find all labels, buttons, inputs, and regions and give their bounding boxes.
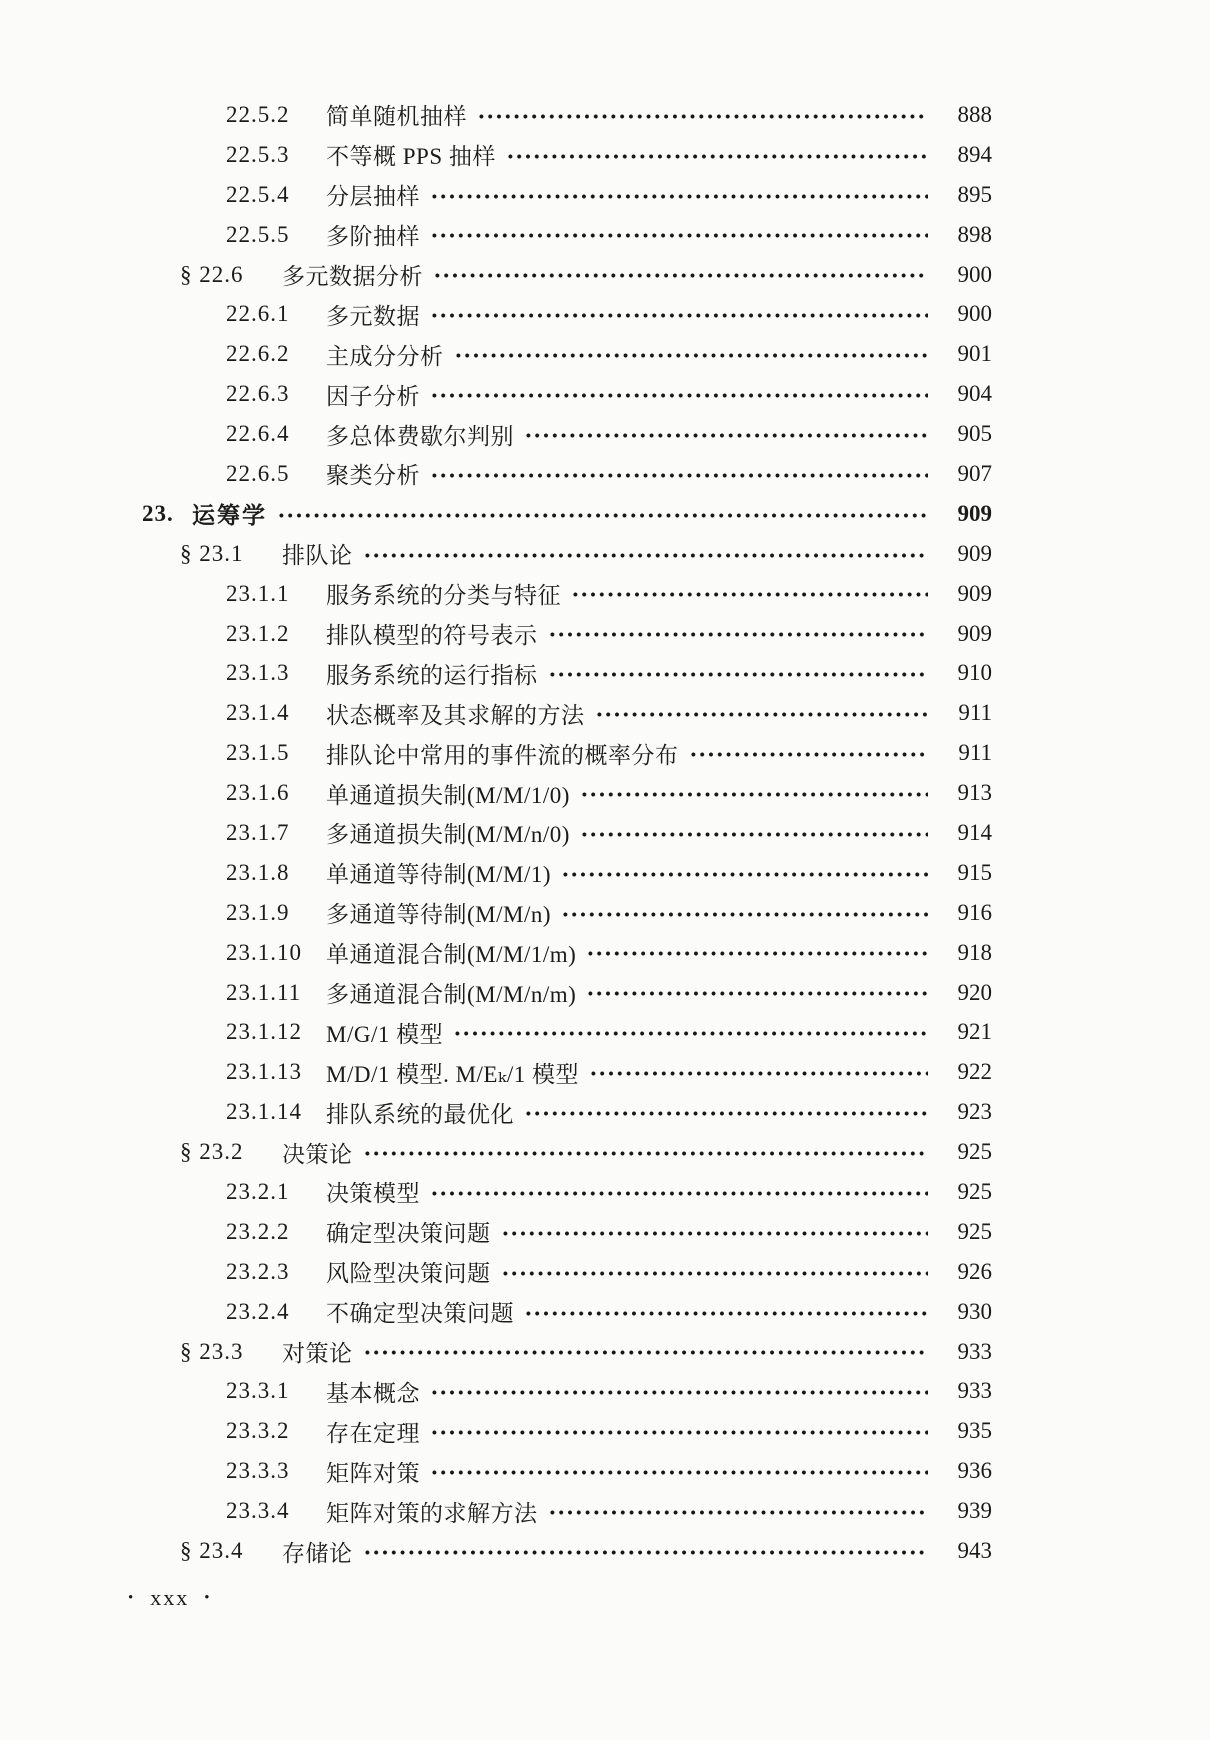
toc-entry-page: 911 [958, 740, 992, 766]
dot-leader [430, 215, 928, 255]
toc-entry-page: 923 [957, 1099, 992, 1125]
toc-entry-number: 23.1.12 [226, 1019, 302, 1045]
toc-entry-page: 898 [957, 221, 992, 247]
toc-entry-number: 23. [142, 500, 174, 526]
toc-entry-title: 服务系统的分类与特征 [326, 583, 561, 609]
toc-entry [130, 1292, 992, 1332]
dot-leader [501, 1212, 929, 1252]
toc-entry-title: 排队系统的最优化 [326, 1101, 514, 1127]
dot-leader [548, 614, 929, 654]
toc-entry-number: 23.2.4 [226, 1298, 290, 1324]
toc-entry-number: § 22.6 [180, 261, 244, 287]
dot-leader [277, 494, 928, 534]
dot-leader [430, 374, 928, 414]
toc-entry-page: 904 [957, 381, 992, 407]
toc-entry [130, 1531, 992, 1571]
toc-entry-page: 909 [957, 580, 992, 606]
toc-entry [130, 1212, 992, 1252]
toc-entry-title: 多总体费歇尔判别 [326, 423, 514, 449]
toc-entry-page: 909 [957, 500, 992, 526]
toc-entry-title: 多元数据分析 [282, 264, 423, 289]
toc-entry-number: 22.5.2 [226, 101, 290, 127]
toc-entry [130, 1052, 992, 1092]
dot-leader [506, 135, 928, 175]
toc-entry [130, 973, 992, 1013]
dot-leader [430, 175, 928, 215]
toc-entry-number: 23.1.3 [226, 660, 290, 686]
toc-entry-page: 895 [957, 181, 992, 207]
toc-entry [130, 255, 992, 295]
toc-entry-title: 单通道损失制(M/M/1/0) [326, 782, 570, 808]
toc-entry-title: 决策论 [282, 1141, 353, 1167]
toc-entry [130, 574, 992, 614]
table-of-contents [130, 95, 992, 1571]
toc-entry-title: 不确定型决策问题 [326, 1301, 514, 1327]
toc-entry-number: 23.1.5 [226, 740, 290, 766]
toc-entry-number: 23.1.6 [226, 780, 290, 806]
toc-entry-number: 22.6.2 [226, 341, 290, 367]
toc-entry-title: 排队论 [282, 543, 353, 569]
toc-entry [130, 294, 992, 334]
toc-entry [130, 135, 992, 175]
dot-leader [363, 1332, 929, 1372]
toc-entry-page: 909 [957, 620, 992, 646]
toc-entry-page: 943 [957, 1538, 992, 1563]
toc-entry-page: 900 [957, 301, 992, 327]
toc-entry [130, 454, 992, 494]
toc-entry-number: 22.6.5 [226, 460, 290, 486]
toc-entry [130, 614, 992, 654]
dot-leader [430, 1372, 928, 1412]
toc-entry-number: 22.5.4 [226, 181, 290, 207]
toc-entry [130, 773, 992, 813]
toc-entry-page: 926 [957, 1258, 992, 1284]
dot-leader [580, 813, 928, 853]
toc-entry-title: 分层抽样 [326, 184, 420, 210]
toc-entry-number: 23.1.2 [226, 620, 290, 646]
dot-leader [586, 933, 928, 973]
toc-entry-title: M/D/1 模型. M/Eₖ/1 模型 [326, 1061, 580, 1087]
toc-entry-title: 多元数据 [326, 303, 420, 329]
dot-leader [430, 294, 928, 334]
toc-entry [130, 1451, 992, 1491]
toc-entry-number: 23.2.3 [226, 1258, 290, 1284]
dot-leader [363, 1132, 929, 1172]
toc-entry [130, 693, 992, 733]
toc-entry-number: 23.1.7 [226, 819, 290, 845]
toc-entry-number: 23.2.1 [226, 1178, 290, 1204]
dot-leader [363, 534, 929, 574]
toc-entry-title: 单通道等待制(M/M/1) [326, 862, 551, 888]
dot-leader [548, 653, 929, 693]
toc-entry-number: 22.5.3 [226, 141, 290, 167]
toc-entry-title: 聚类分析 [326, 463, 420, 489]
toc-entry-page: 925 [957, 1218, 992, 1244]
dot-leader [571, 574, 928, 614]
toc-entry-title: 多通道等待制(M/M/n) [326, 902, 551, 928]
toc-entry-page: 888 [957, 101, 992, 127]
toc-entry-number: 23.1.11 [226, 979, 302, 1005]
toc-entry-title: 单通道混合制(M/M/1/m) [326, 942, 577, 968]
toc-entry-page: 907 [957, 460, 992, 486]
toc-entry [130, 95, 992, 135]
toc-entry-number: 23.1.4 [226, 700, 290, 726]
toc-entry-page: 918 [957, 939, 992, 965]
toc-entry [130, 1372, 992, 1412]
toc-entry-page: 921 [957, 1019, 992, 1045]
toc-entry-page: 900 [957, 261, 992, 287]
toc-entry-page: 925 [957, 1178, 992, 1204]
footer-right-bullet-icon: • [204, 1589, 212, 1606]
toc-entry [130, 1172, 992, 1212]
toc-entry-page: 916 [957, 899, 992, 925]
toc-entry [130, 853, 992, 893]
toc-entry-title: M/G/1 模型 [326, 1021, 444, 1047]
page-footer [128, 1585, 212, 1611]
toc-entry-title: 简单随机抽样 [326, 104, 467, 130]
toc-entry [130, 1012, 992, 1052]
toc-entry-number: 22.5.5 [226, 221, 290, 247]
toc-entry-title: 排队论中常用的事件流的概率分布 [326, 742, 679, 768]
toc-entry [130, 334, 992, 374]
toc-entry-title: 运筹学 [192, 503, 267, 529]
toc-entry-number: 22.6.1 [226, 301, 290, 327]
toc-entry-number: 22.6.4 [226, 421, 290, 447]
toc-entry [130, 813, 992, 853]
toc-entry-page: 905 [957, 421, 992, 447]
toc-entry-number: 23.1.1 [226, 580, 290, 606]
toc-entry [130, 653, 992, 693]
toc-entry-page: 911 [958, 700, 992, 726]
dot-leader [430, 454, 928, 494]
toc-entry-title: 状态概率及其求解的方法 [326, 702, 585, 728]
dot-leader [561, 853, 928, 893]
toc-entry-title: 不等概 PPS 抽样 [326, 144, 496, 170]
dot-leader [430, 1172, 928, 1212]
toc-entry [130, 1411, 992, 1451]
toc-entry-title: 多通道混合制(M/M/n/m) [326, 982, 577, 1008]
toc-entry-title: 存储论 [282, 1540, 353, 1566]
toc-entry-number: § 23.1 [180, 540, 244, 566]
toc-entry-title: 矩阵对策 [326, 1460, 420, 1486]
toc-entry-number: 23.1.9 [226, 899, 290, 925]
toc-entry-number: 23.3.4 [226, 1498, 290, 1524]
toc-entry-page: 910 [957, 660, 992, 686]
toc-entry-page: 935 [957, 1418, 992, 1444]
toc-entry [130, 1132, 992, 1172]
toc-entry-number: 22.6.3 [226, 381, 290, 407]
toc-entry-page: 894 [957, 141, 992, 167]
toc-entry [130, 893, 992, 933]
toc-entry [130, 175, 992, 215]
toc-entry-title: 多阶抽样 [326, 224, 420, 250]
toc-entry [130, 215, 992, 255]
toc-entry-page: 930 [957, 1298, 992, 1324]
dot-leader [477, 95, 928, 135]
dot-leader [453, 1012, 928, 1052]
toc-entry-page: 925 [957, 1139, 992, 1165]
footer-left-bullet-icon: • [128, 1589, 136, 1606]
toc-entry-page: 913 [957, 780, 992, 806]
dot-leader [548, 1491, 929, 1531]
toc-entry-page: 922 [957, 1059, 992, 1085]
toc-entry-title: 矩阵对策的求解方法 [326, 1500, 538, 1526]
toc-entry-page: 914 [957, 819, 992, 845]
toc-entry-number: 23.1.14 [226, 1099, 302, 1125]
toc-entry [130, 374, 992, 414]
dot-leader [433, 255, 928, 295]
dot-leader [595, 693, 929, 733]
toc-entry [130, 1491, 992, 1531]
toc-entry-page: 939 [957, 1498, 992, 1524]
toc-entry-number: § 23.4 [180, 1538, 244, 1563]
toc-entry-number: 23.3.3 [226, 1458, 290, 1484]
toc-entry-page: 901 [957, 341, 992, 367]
dot-leader [501, 1252, 929, 1292]
dot-leader [430, 1411, 928, 1451]
dot-leader [586, 973, 928, 1013]
dot-leader [561, 893, 928, 933]
toc-entry-title: 排队模型的符号表示 [326, 623, 538, 649]
dot-leader [363, 1531, 929, 1571]
toc-entry-number: 23.3.2 [226, 1418, 290, 1444]
toc-entry-title: 服务系统的运行指标 [326, 662, 538, 688]
toc-entry-title: 主成分分析 [326, 343, 444, 369]
dot-leader [524, 1092, 928, 1132]
footer-page-number: xxx [150, 1585, 190, 1610]
toc-entry-page: 933 [957, 1378, 992, 1404]
toc-entry-number: 23.3.1 [226, 1378, 290, 1404]
dot-leader [524, 1292, 928, 1332]
dot-leader [524, 414, 928, 454]
toc-entry-title: 确定型决策问题 [326, 1221, 491, 1247]
toc-entry-title: 多通道损失制(M/M/n/0) [326, 822, 570, 848]
toc-entry-number: 23.1.8 [226, 859, 290, 885]
dot-leader [589, 1052, 928, 1092]
toc-entry [130, 1332, 992, 1372]
toc-entry-title: 基本概念 [326, 1380, 420, 1406]
toc-entry [130, 534, 992, 574]
toc-entry-title: 因子分析 [326, 383, 420, 409]
toc-entry-page: 936 [957, 1458, 992, 1484]
dot-leader [430, 1451, 928, 1491]
toc-entry-title: 决策模型 [326, 1181, 420, 1207]
toc-entry-number: § 23.3 [180, 1338, 244, 1364]
dot-leader [454, 334, 929, 374]
toc-entry-number: 23.2.2 [226, 1218, 290, 1244]
toc-entry-number: § 23.2 [180, 1139, 244, 1165]
toc-entry-page: 920 [957, 979, 992, 1005]
toc-entry [130, 1092, 992, 1132]
toc-entry [130, 414, 992, 454]
toc-entry-page: 915 [957, 859, 992, 885]
toc-entry [130, 733, 992, 773]
toc-entry-title: 对策论 [282, 1341, 353, 1367]
toc-entry [130, 1252, 992, 1292]
dot-leader [580, 773, 928, 813]
dot-leader [689, 733, 929, 773]
toc-entry-title: 存在定理 [326, 1420, 420, 1446]
toc-entry-title: 风险型决策问题 [326, 1261, 491, 1287]
toc-entry [130, 494, 992, 534]
toc-entry [130, 933, 992, 973]
toc-entry-number: 23.1.13 [226, 1059, 302, 1085]
toc-entry-number: 23.1.10 [226, 939, 302, 965]
toc-entry-page: 909 [957, 540, 992, 566]
toc-entry-page: 933 [957, 1338, 992, 1364]
